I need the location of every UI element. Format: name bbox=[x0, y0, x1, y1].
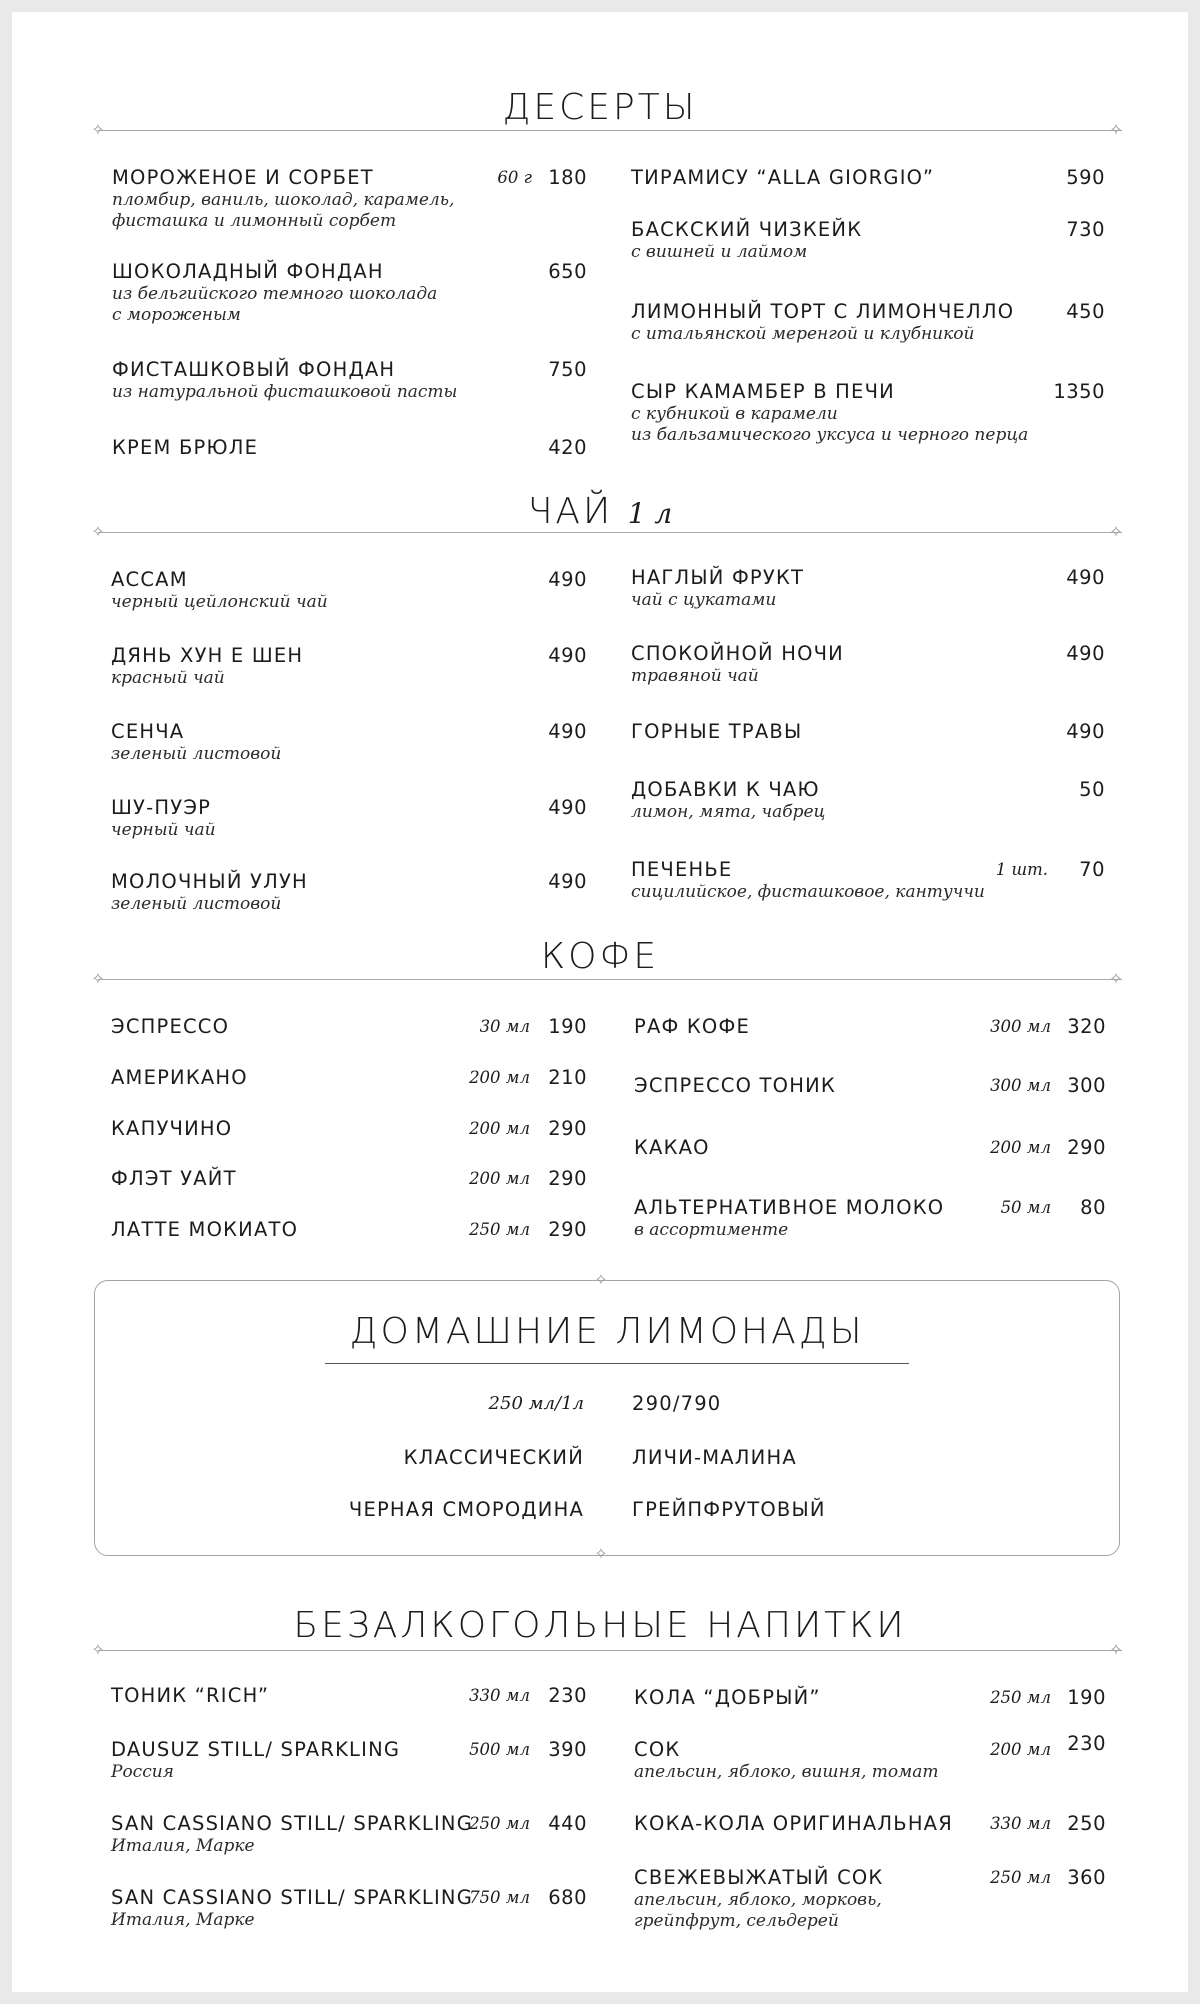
lemonades-volume: 250 мл/1л bbox=[488, 1393, 584, 1414]
menu-item-description: из бальзамического уксуса и черного перца bbox=[631, 425, 1029, 445]
menu-item-price: 490 bbox=[548, 796, 587, 819]
menu-item-name: МОЛОЧНЫЙ УЛУН bbox=[111, 870, 308, 893]
menu-item-description: пломбир, ваниль, шоколад, карамель, bbox=[112, 190, 455, 210]
menu-page bbox=[12, 12, 1188, 1992]
menu-item-description: сицилийское, фисташковое, кантуччи bbox=[631, 882, 985, 902]
menu-item-price: 490 bbox=[548, 644, 587, 667]
menu-item-name: СОК bbox=[634, 1738, 681, 1761]
menu-item-volume: 50 мл bbox=[1000, 1198, 1051, 1217]
menu-item-volume: 500 мл bbox=[469, 1740, 530, 1759]
menu-item-name: SAN CASSIANO STILL/ SPARKLING bbox=[111, 1812, 474, 1835]
four-point-star-icon: ✧ bbox=[91, 522, 105, 541]
menu-item-name: ФИСТАШКОВЫЙ ФОНДАН bbox=[112, 358, 396, 381]
menu-item-price: 490 bbox=[548, 720, 587, 743]
lemonades-title-underline bbox=[325, 1363, 909, 1364]
menu-item-volume: 250 мл bbox=[990, 1688, 1051, 1707]
four-point-star-icon: ✧ bbox=[91, 969, 105, 988]
tea-divider bbox=[98, 532, 1122, 533]
menu-item-description: с кубникой в карамели bbox=[631, 404, 838, 424]
lemonade-flavor: ГРЕЙПФРУТОВЫЙ bbox=[632, 1498, 826, 1521]
soft-drinks-title bbox=[12, 1604, 1188, 1648]
menu-item-price: 490 bbox=[548, 870, 587, 893]
menu-item-name: СЕНЧА bbox=[111, 720, 185, 743]
desserts-divider bbox=[98, 130, 1122, 131]
menu-item-price: 750 bbox=[548, 358, 587, 381]
menu-item-name: ШОКОЛАДНЫЙ ФОНДАН bbox=[112, 260, 384, 283]
menu-item-name: АССАМ bbox=[111, 568, 188, 591]
menu-item-description: Италия, Марке bbox=[111, 1910, 255, 1930]
menu-item-price: 490 bbox=[1066, 566, 1105, 589]
menu-item-volume: 250 мл bbox=[469, 1814, 530, 1833]
menu-item-name: СЫР КАМАМБЕР В ПЕЧИ bbox=[631, 380, 895, 403]
four-point-star-icon: ✧ bbox=[1109, 1640, 1123, 1659]
menu-item-price: 230 bbox=[1067, 1732, 1106, 1755]
menu-item-volume: 330 мл bbox=[469, 1686, 530, 1705]
menu-item-price: 490 bbox=[1066, 642, 1105, 665]
menu-item-price: 250 bbox=[1067, 1812, 1106, 1835]
menu-item-description: красный чай bbox=[111, 668, 225, 688]
menu-item-name: АМЕРИКАНО bbox=[111, 1066, 248, 1089]
menu-item-name: ТОНИК “RICH” bbox=[111, 1684, 270, 1707]
menu-item-price: 290 bbox=[548, 1117, 587, 1140]
menu-item-description: фисташка и лимонный сорбет bbox=[112, 211, 397, 231]
menu-item-description: черный цейлонский чай bbox=[111, 592, 328, 612]
menu-item-description: с итальянской меренгой и клубникой bbox=[631, 324, 975, 344]
menu-item-name: ДЯНЬ ХУН Е ШЕН bbox=[111, 644, 304, 667]
coffee-divider bbox=[98, 979, 1122, 980]
menu-item-description: черный чай bbox=[111, 820, 216, 840]
menu-item-name: НАГЛЫЙ ФРУКТ bbox=[631, 566, 805, 589]
lemonades-title: ДОМАШНИЕ ЛИМОНАДЫ bbox=[349, 1311, 865, 1352]
coffee-title bbox=[12, 935, 1188, 979]
menu-item-price: 320 bbox=[1067, 1015, 1106, 1038]
menu-item-name: АЛЬТЕРНАТИВНОЕ МОЛОКО bbox=[634, 1196, 945, 1219]
menu-item-volume: 300 мл bbox=[990, 1076, 1051, 1095]
menu-item-description: апельсин, яблоко, вишня, томат bbox=[634, 1762, 939, 1782]
menu-item-name: КОЛА “ДОБРЫЙ” bbox=[634, 1686, 821, 1709]
menu-item-price: 450 bbox=[1066, 300, 1105, 323]
tea-title-text: ЧАЙ bbox=[527, 491, 614, 532]
menu-item-name: ФЛЭТ УАЙТ bbox=[111, 1167, 237, 1190]
four-point-star-icon: ✧ bbox=[1109, 969, 1123, 988]
menu-item-name: ЛИМОННЫЙ ТОРТ С ЛИМОНЧЕЛЛО bbox=[631, 300, 1015, 323]
menu-item-volume: 300 мл bbox=[990, 1017, 1051, 1036]
menu-item-price: 290 bbox=[548, 1167, 587, 1190]
menu-item-description: зеленый листовой bbox=[111, 744, 282, 764]
menu-item-description: травяной чай bbox=[631, 666, 759, 686]
menu-item-price: 650 bbox=[548, 260, 587, 283]
menu-item-volume: 250 мл bbox=[469, 1220, 530, 1239]
menu-item-description: в ассортименте bbox=[634, 1220, 789, 1240]
menu-item-description: лимон, мята, чабрец bbox=[631, 802, 826, 822]
menu-item-name: БАСКСКИЙ ЧИЗКЕЙК bbox=[631, 218, 863, 241]
menu-item-volume: 1 шт. bbox=[995, 860, 1048, 879]
menu-item-name: DAUSUZ STILL/ SPARKLING bbox=[111, 1738, 401, 1761]
menu-item-name: ТИРАМИСУ “ALLA GIORGIO” bbox=[631, 166, 935, 189]
coffee-title-text: КОФЕ bbox=[540, 936, 660, 977]
menu-item-volume: 330 мл bbox=[990, 1814, 1051, 1833]
lemonades-frame bbox=[94, 1280, 1120, 1556]
menu-item-description: зеленый листовой bbox=[111, 894, 282, 914]
soft-drinks-title-text: БЕЗАЛКОГОЛЬНЫЕ НАПИТКИ bbox=[293, 1605, 907, 1646]
menu-item-description: с вишней и лаймом bbox=[631, 242, 808, 262]
menu-item-volume: 250 мл bbox=[990, 1868, 1051, 1887]
menu-item-name: СВЕЖЕВЫЖАТЫЙ СОК bbox=[634, 1866, 884, 1889]
menu-item-name: МОРОЖЕНОЕ И СОРБЕТ bbox=[112, 166, 374, 189]
menu-item-price: 490 bbox=[1066, 720, 1105, 743]
menu-item-name: РАФ КОФЕ bbox=[634, 1015, 750, 1038]
lemonade-flavor: ЧЕРНАЯ СМОРОДИНА bbox=[348, 1498, 584, 1521]
menu-item-name: ШУ-ПУЭР bbox=[111, 796, 212, 819]
menu-item-name: ЛАТТЕ МОКИАТО bbox=[111, 1218, 299, 1241]
menu-item-volume: 200 мл bbox=[469, 1068, 530, 1087]
four-point-star-icon: ✧ bbox=[1109, 522, 1123, 541]
menu-item-volume: 200 мл bbox=[990, 1138, 1051, 1157]
menu-item-volume: 750 мл bbox=[469, 1888, 530, 1907]
tea-title-volume: 1 л bbox=[627, 497, 673, 530]
menu-item-description: из натуральной фисташковой пасты bbox=[112, 382, 458, 402]
desserts-title-text: ДЕСЕРТЫ bbox=[502, 87, 698, 128]
menu-item-volume: 30 мл bbox=[479, 1017, 530, 1036]
four-point-star-icon: ✧ bbox=[594, 1544, 608, 1563]
menu-item-name: СПОКОЙНОЙ НОЧИ bbox=[631, 642, 844, 665]
soft-drinks-divider bbox=[98, 1650, 1122, 1651]
menu-item-price: 290 bbox=[548, 1218, 587, 1241]
menu-item-name: КРЕМ БРЮЛЕ bbox=[112, 436, 259, 459]
tea-title bbox=[12, 490, 1188, 536]
menu-item-description: апельсин, яблоко, морковь, bbox=[634, 1890, 882, 1910]
menu-item-price: 180 bbox=[548, 166, 587, 189]
menu-item-price: 730 bbox=[1066, 218, 1105, 241]
lemonade-flavor: КЛАССИЧЕСКИЙ bbox=[403, 1446, 584, 1469]
menu-item-volume: 60 г bbox=[497, 168, 532, 187]
menu-item-price: 290 bbox=[1067, 1136, 1106, 1159]
menu-item-price: 210 bbox=[548, 1066, 587, 1089]
menu-item-name: ЭСПРЕССО bbox=[111, 1015, 230, 1038]
menu-item-price: 360 bbox=[1067, 1866, 1106, 1889]
menu-item-price: 390 bbox=[548, 1738, 587, 1761]
four-point-star-icon: ✧ bbox=[1109, 120, 1123, 139]
menu-item-price: 1350 bbox=[1053, 380, 1105, 403]
menu-item-name: ПЕЧЕНЬЕ bbox=[631, 858, 733, 881]
four-point-star-icon: ✧ bbox=[91, 120, 105, 139]
menu-item-name: SAN CASSIANO STILL/ SPARKLING bbox=[111, 1886, 474, 1909]
menu-item-price: 70 bbox=[1079, 858, 1105, 881]
menu-item-description: из бельгийского темного шоколада bbox=[112, 284, 438, 304]
menu-item-volume: 200 мл bbox=[990, 1740, 1051, 1759]
menu-item-price: 590 bbox=[1066, 166, 1105, 189]
menu-item-description: с мороженым bbox=[112, 305, 241, 325]
menu-item-description: Италия, Марке bbox=[111, 1836, 255, 1856]
menu-item-description: чай с цукатами bbox=[631, 590, 777, 610]
menu-item-name: ДОБАВКИ К ЧАЮ bbox=[631, 778, 820, 801]
menu-item-name: ГОРНЫЕ ТРАВЫ bbox=[631, 720, 803, 743]
menu-item-name: КОКА-КОЛА ОРИГИНАЛЬНАЯ bbox=[634, 1812, 953, 1835]
menu-item-name: КАКАО bbox=[634, 1136, 710, 1159]
menu-item-price: 490 bbox=[548, 568, 587, 591]
four-point-star-icon: ✧ bbox=[91, 1640, 105, 1659]
menu-item-volume: 200 мл bbox=[469, 1119, 530, 1138]
menu-item-description: Россия bbox=[111, 1762, 174, 1782]
menu-item-price: 680 bbox=[548, 1886, 587, 1909]
menu-item-price: 420 bbox=[548, 436, 587, 459]
menu-item-name: КАПУЧИНО bbox=[111, 1117, 233, 1140]
four-point-star-icon: ✧ bbox=[594, 1270, 608, 1289]
menu-item-description: грейпфрут, сельдерей bbox=[634, 1911, 839, 1931]
desserts-title bbox=[12, 86, 1188, 130]
menu-item-price: 440 bbox=[548, 1812, 587, 1835]
menu-item-price: 230 bbox=[548, 1684, 587, 1707]
menu-item-price: 190 bbox=[548, 1015, 587, 1038]
lemonade-flavor: ЛИЧИ-МАЛИНА bbox=[632, 1446, 797, 1469]
menu-item-price: 190 bbox=[1067, 1686, 1106, 1709]
menu-item-name: ЭСПРЕССО ТОНИК bbox=[634, 1074, 836, 1097]
menu-item-price: 80 bbox=[1080, 1196, 1106, 1219]
menu-item-price: 50 bbox=[1079, 778, 1105, 801]
lemonades-price: 290/790 bbox=[632, 1392, 722, 1415]
menu-item-volume: 200 мл bbox=[469, 1169, 530, 1188]
menu-item-price: 300 bbox=[1067, 1074, 1106, 1097]
